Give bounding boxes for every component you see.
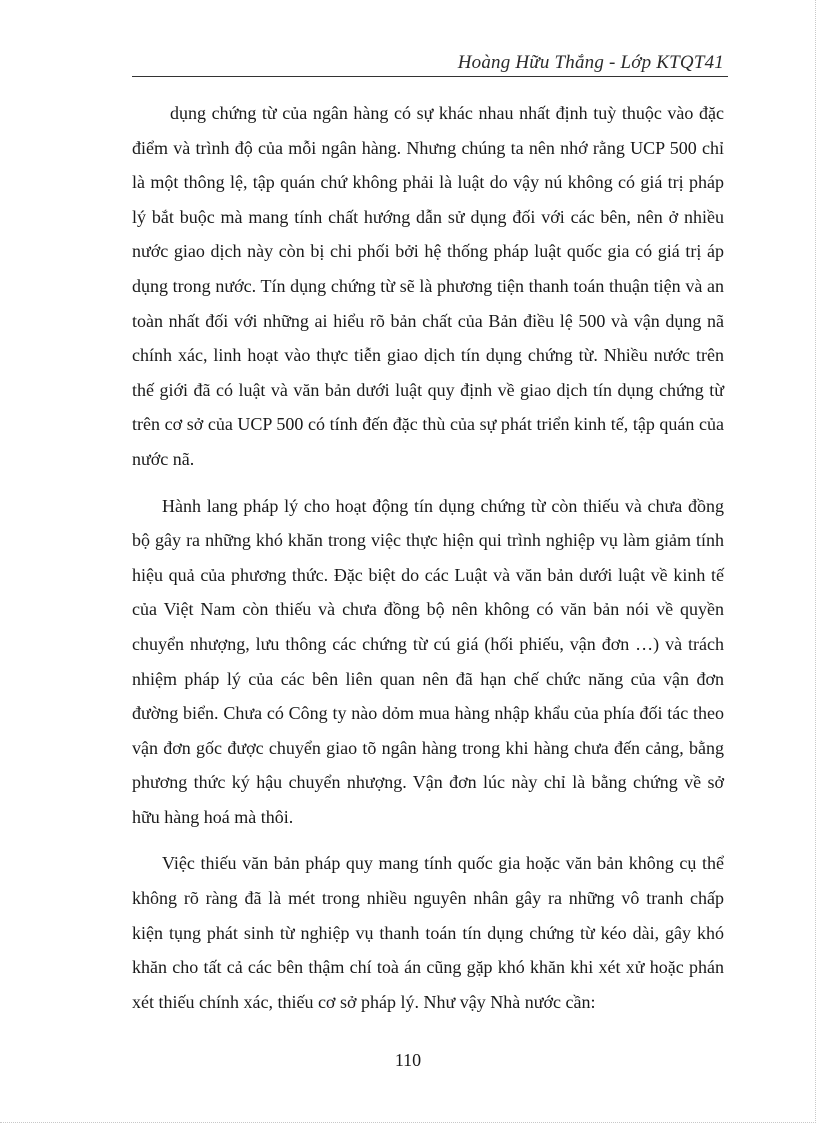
paragraph-3: Việc thiếu văn bản pháp quy mang tính quốc gia hoặc văn bản không cụ thể không rõ ràng đã là mét trong nhiều nguyên nhân gây ra những vô tranh chấp kiện tụng phát sinh từ nghiệp vụ thanh toán tín dụng chứng từ kéo dài, gây khó khăn cho tất cả các bên thậm chí toà án cũng gặp khó khăn khi xét xử hoặc phán xét thiếu chính xác, thiếu cơ sở pháp lý. Như vậy Nhà nước cần: (132, 853, 724, 1012)
paragraph-2: Hành lang pháp lý cho hoạt động tín dụng chứng từ còn thiếu và chưa đồng bộ gây ra những khó khăn trong việc thực hiện qui trình nghiệp vụ làm giảm tính hiệu quả của phương thức. Đặc biệt do các Luật và văn bản dưới luật về kinh tế của Việt Nam còn thiếu và chưa đồng bộ nên không có văn bản nói về quyền chuyển nhượng, lưu thông các chứng từ cú giá (hối phiếu, vận đơn …) và trách nhiệm pháp lý của các bên liên quan nên đã hạn chế chức năng của vận đơn đường biển. Chưa có Công ty nào dỏm mua hàng nhập khẩu của phía đối tác theo vận đơn gốc được chuyển giao tõ ngân hàng trong khi hàng chưa đến cảng, bằng phương thức ký hậu chuyển nhượng. Vận đơn lúc này chỉ là bằng chứng về sở hữu hàng hoá mà thôi. (132, 495, 724, 827)
page-number: 110 (394, 1050, 422, 1070)
header-author-class: Hoàng Hữu Thắng - Lớp KTQT41 (457, 52, 724, 73)
running-header (132, 50, 728, 77)
paragraph-1: dụng chứng từ của ngân hàng có sự khác nhau nhất định tuỳ thuộc vào đặc điểm và trình độ của mỗi ngân hàng. Nhưng chúng ta nên nhớ rằng UCP 500 chỉ là một thông lệ, tập quán chứ không phải là luật do vậy nú không có giá trị pháp lý bắt buộc mà mang tính chất hướng dẫn sử dụng đối với các bên, nên ở nhiều nước giao dịch này còn bị chi phối bởi hệ thống pháp luật quốc gia có giá trị áp dụng trong nước. Tín dụng chứng từ sẽ là phương tiện thanh toán thuận tiện và an toàn nhất đối với những ai hiểu rõ bản chất của Bản điều lệ 500 và vận dụng nã chính xác, linh hoạt vào thực tiễn giao dịch tín dụng chứng từ. Nhiều nước trên thế giới đã có luật và văn bản dưới luật quy định về giao dịch tín dụng chứng từ trên cơ sở của UCP 500 có tính đến đặc thù của sự phát triển kinh tế, tập quán của nước nã. (132, 103, 724, 469)
document-body (132, 96, 724, 1019)
